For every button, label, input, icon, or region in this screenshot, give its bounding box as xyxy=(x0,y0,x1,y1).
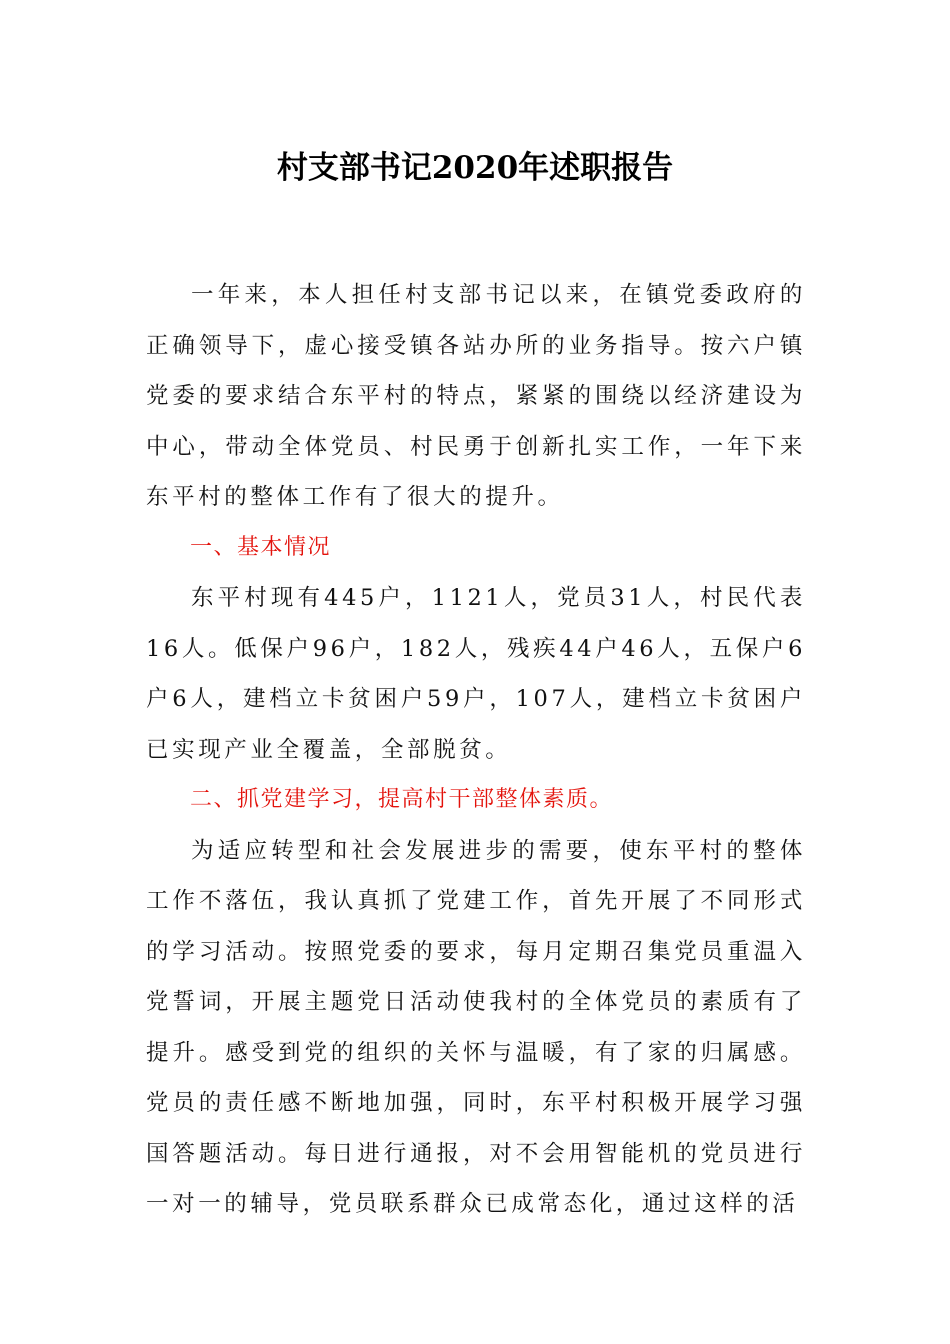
section-heading-party-building: 二、抓党建学习，提高村干部整体素质。 xyxy=(190,787,614,812)
document-body xyxy=(146,270,806,1230)
paragraph-intro: 一年来，本人担任村支部书记以来，在镇党委政府的正确领导下，虚心接受镇各站办所的业务指导。按六户镇党委的要求结合东平村的特点，紧紧的围绕以经济建设为中心，带动全体党员、村民勇于创新扎实工作，一年下来东平村的整体工作有了很大的提升。 xyxy=(146,282,806,510)
paragraph-basic-info: 东平村现有445户，1121人，党员31人，村民代表16人。低保户96户，182人，残疾44户46人，五保户6户6人，建档立卡贫困户59户，107人，建档立卡贫困户已实现产业全覆盖，全部脱贫。 xyxy=(146,585,806,763)
section-heading-basic-info: 一、基本情况 xyxy=(190,534,332,560)
paragraph-party-building: 为适应转型和社会发展进步的需要，使东平村的整体工作不落伍，我认真抓了党建工作，首先开展了不同形式的学习活动。按照党委的要求，每月定期召集党员重温入党誓词，开展主题党日活动使我村的全体党员的素质有了提升。感受到党的组织的关怀与温暖，有了家的归属感。党员的责任感不断地加强，同时，东平村积极开展学习强国答题活动。每日进行通报，对不会用智能机的党员进行一对一的辅导，党员联系群众已成常态化，通过这样的活 xyxy=(146,837,806,1217)
document-title: 村支部书记2020年述职报告 xyxy=(276,150,674,186)
